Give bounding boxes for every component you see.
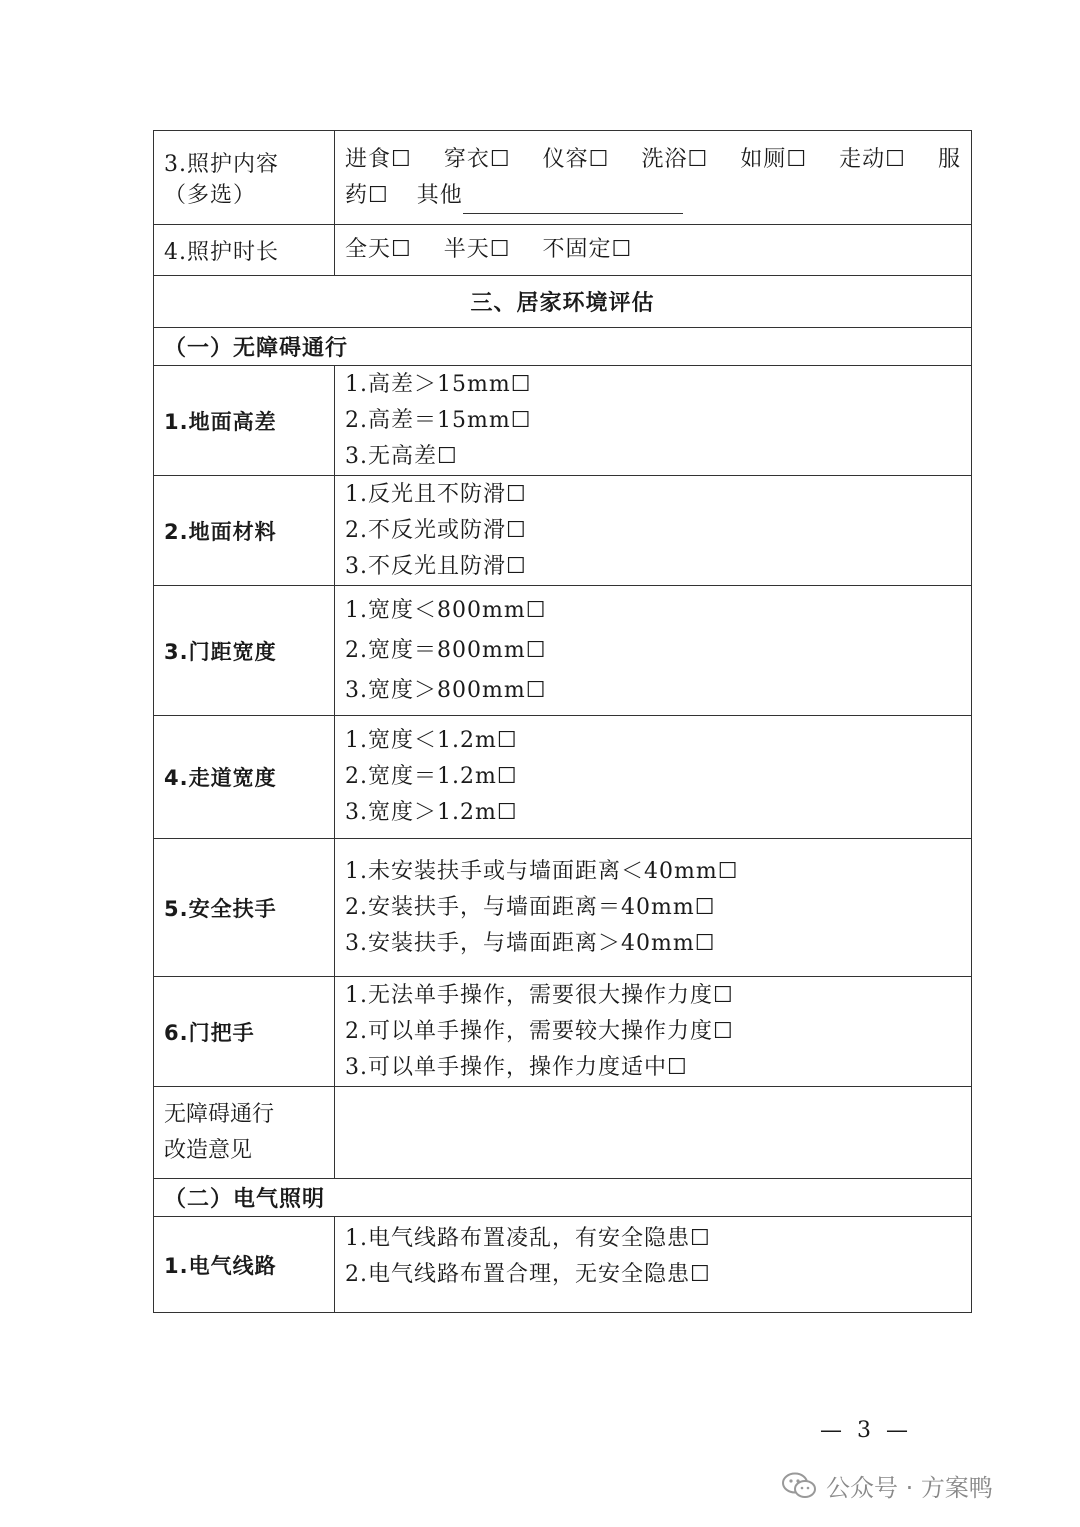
wechat-icon	[782, 1472, 816, 1500]
watermark-text: 公众号 · 方案鸭	[826, 1474, 993, 1502]
option-checkbox[interactable]: 1.高差＞15mm☐	[345, 371, 532, 397]
label-line: 改造意见	[164, 1137, 253, 1163]
option-checkbox[interactable]: 全天☐	[345, 237, 412, 262]
table-row	[154, 225, 972, 276]
option-checkbox[interactable]: 进食☐	[345, 146, 412, 172]
other-input-line[interactable]	[463, 189, 683, 214]
item-label: 3.门距宽度	[154, 586, 335, 716]
item-label: 1.电气线路	[154, 1217, 335, 1313]
row-label	[154, 131, 335, 225]
table-row	[154, 839, 972, 977]
option-checkbox[interactable]: 3.不反光且防滑☐	[345, 553, 527, 579]
option-checkbox[interactable]: 3.宽度＞1.2m☐	[345, 800, 518, 825]
option-checkbox[interactable]: 3.无高差☐	[345, 443, 458, 469]
item-options	[335, 977, 972, 1087]
option-checkbox[interactable]: 如厕☐	[740, 146, 808, 172]
table-row	[154, 716, 972, 839]
table-row	[154, 1179, 972, 1217]
option-checkbox[interactable]: 1.未安装扶手或与墙面距离＜40mm☐	[345, 858, 739, 884]
option-checkbox[interactable]: 1.电气线路布置凌乱，有安全隐患☐	[345, 1226, 711, 1251]
table-row	[154, 586, 972, 716]
option-checkbox[interactable]: 2.电气线路布置合理，无安全隐患☐	[345, 1262, 711, 1287]
page-number: — 3 —	[820, 1418, 912, 1443]
option-checkbox[interactable]: 仪容☐	[542, 146, 610, 172]
option-checkbox[interactable]: 1.宽度＜1.2m☐	[345, 728, 518, 753]
table-row	[154, 476, 972, 586]
option-checkbox[interactable]: 1.反光且不防滑☐	[345, 481, 527, 507]
subsection-title: （一）无障碍通行	[154, 328, 972, 366]
item-options	[335, 839, 972, 977]
option-checkbox[interactable]: 3.宽度＞800mm☐	[345, 677, 547, 703]
option-checkbox[interactable]: 半天☐	[443, 237, 511, 262]
option-checkbox[interactable]: 2.宽度＝1.2m☐	[345, 764, 518, 789]
item-label: 2.地面材料	[154, 476, 335, 586]
row-label: 4.照护时长	[154, 225, 335, 276]
table-row	[154, 366, 972, 476]
opinion-input-cell[interactable]	[335, 1087, 972, 1179]
label-line: 无障碍通行	[164, 1101, 275, 1127]
table-row	[154, 977, 972, 1087]
option-checkbox[interactable]: 2.安装扶手，与墙面距离＝40mm☐	[345, 894, 716, 920]
table-row	[154, 1217, 972, 1313]
item-options	[335, 716, 972, 839]
option-other-label: 其他	[416, 182, 463, 208]
watermark-footer	[782, 1468, 993, 1503]
table-row	[154, 131, 972, 225]
option-checkbox[interactable]: 3.可以单手操作，操作力度适中☐	[345, 1054, 688, 1080]
item-label: 1.地面高差	[154, 366, 335, 476]
option-text: 服	[937, 146, 961, 172]
table-row	[154, 1087, 972, 1179]
option-checkbox[interactable]: 1.宽度＜800mm☐	[345, 597, 547, 623]
subsection-title: （二）电气照明	[154, 1179, 972, 1217]
option-checkbox[interactable]: 2.宽度＝800mm☐	[345, 637, 547, 663]
opinion-label	[154, 1087, 335, 1179]
option-checkbox[interactable]: 2.不反光或防滑☐	[345, 517, 527, 543]
section-title: 三、居家环境评估	[154, 276, 972, 328]
label-line: 3.照护内容	[164, 151, 279, 177]
option-checkbox[interactable]: 3.安装扶手，与墙面距离＞40mm☐	[345, 930, 716, 956]
option-checkbox[interactable]: 洗浴☐	[641, 146, 709, 172]
option-checkbox[interactable]: 穿衣☐	[443, 146, 511, 172]
option-checkbox[interactable]: 1.无法单手操作，需要很大操作力度☐	[345, 982, 734, 1008]
label-line: （多选）	[164, 182, 257, 208]
item-label: 5.安全扶手	[154, 839, 335, 977]
table-row	[154, 276, 972, 328]
option-checkbox[interactable]: 2.高差＝15mm☐	[345, 407, 532, 433]
option-checkbox[interactable]: 2.可以单手操作，需要较大操作力度☐	[345, 1018, 734, 1044]
item-label: 4.走道宽度	[154, 716, 335, 839]
assessment-form-table	[153, 130, 972, 1313]
item-options	[335, 366, 972, 476]
care-duration-options	[335, 225, 972, 276]
option-checkbox[interactable]: 不固定☐	[542, 237, 633, 262]
table-row	[154, 328, 972, 366]
item-options	[335, 586, 972, 716]
item-label: 6.门把手	[154, 977, 335, 1087]
item-options	[335, 1217, 972, 1313]
option-checkbox[interactable]: 药☐	[345, 182, 389, 208]
item-options	[335, 476, 972, 586]
option-checkbox[interactable]: 走动☐	[839, 146, 906, 172]
care-content-options	[335, 131, 972, 225]
